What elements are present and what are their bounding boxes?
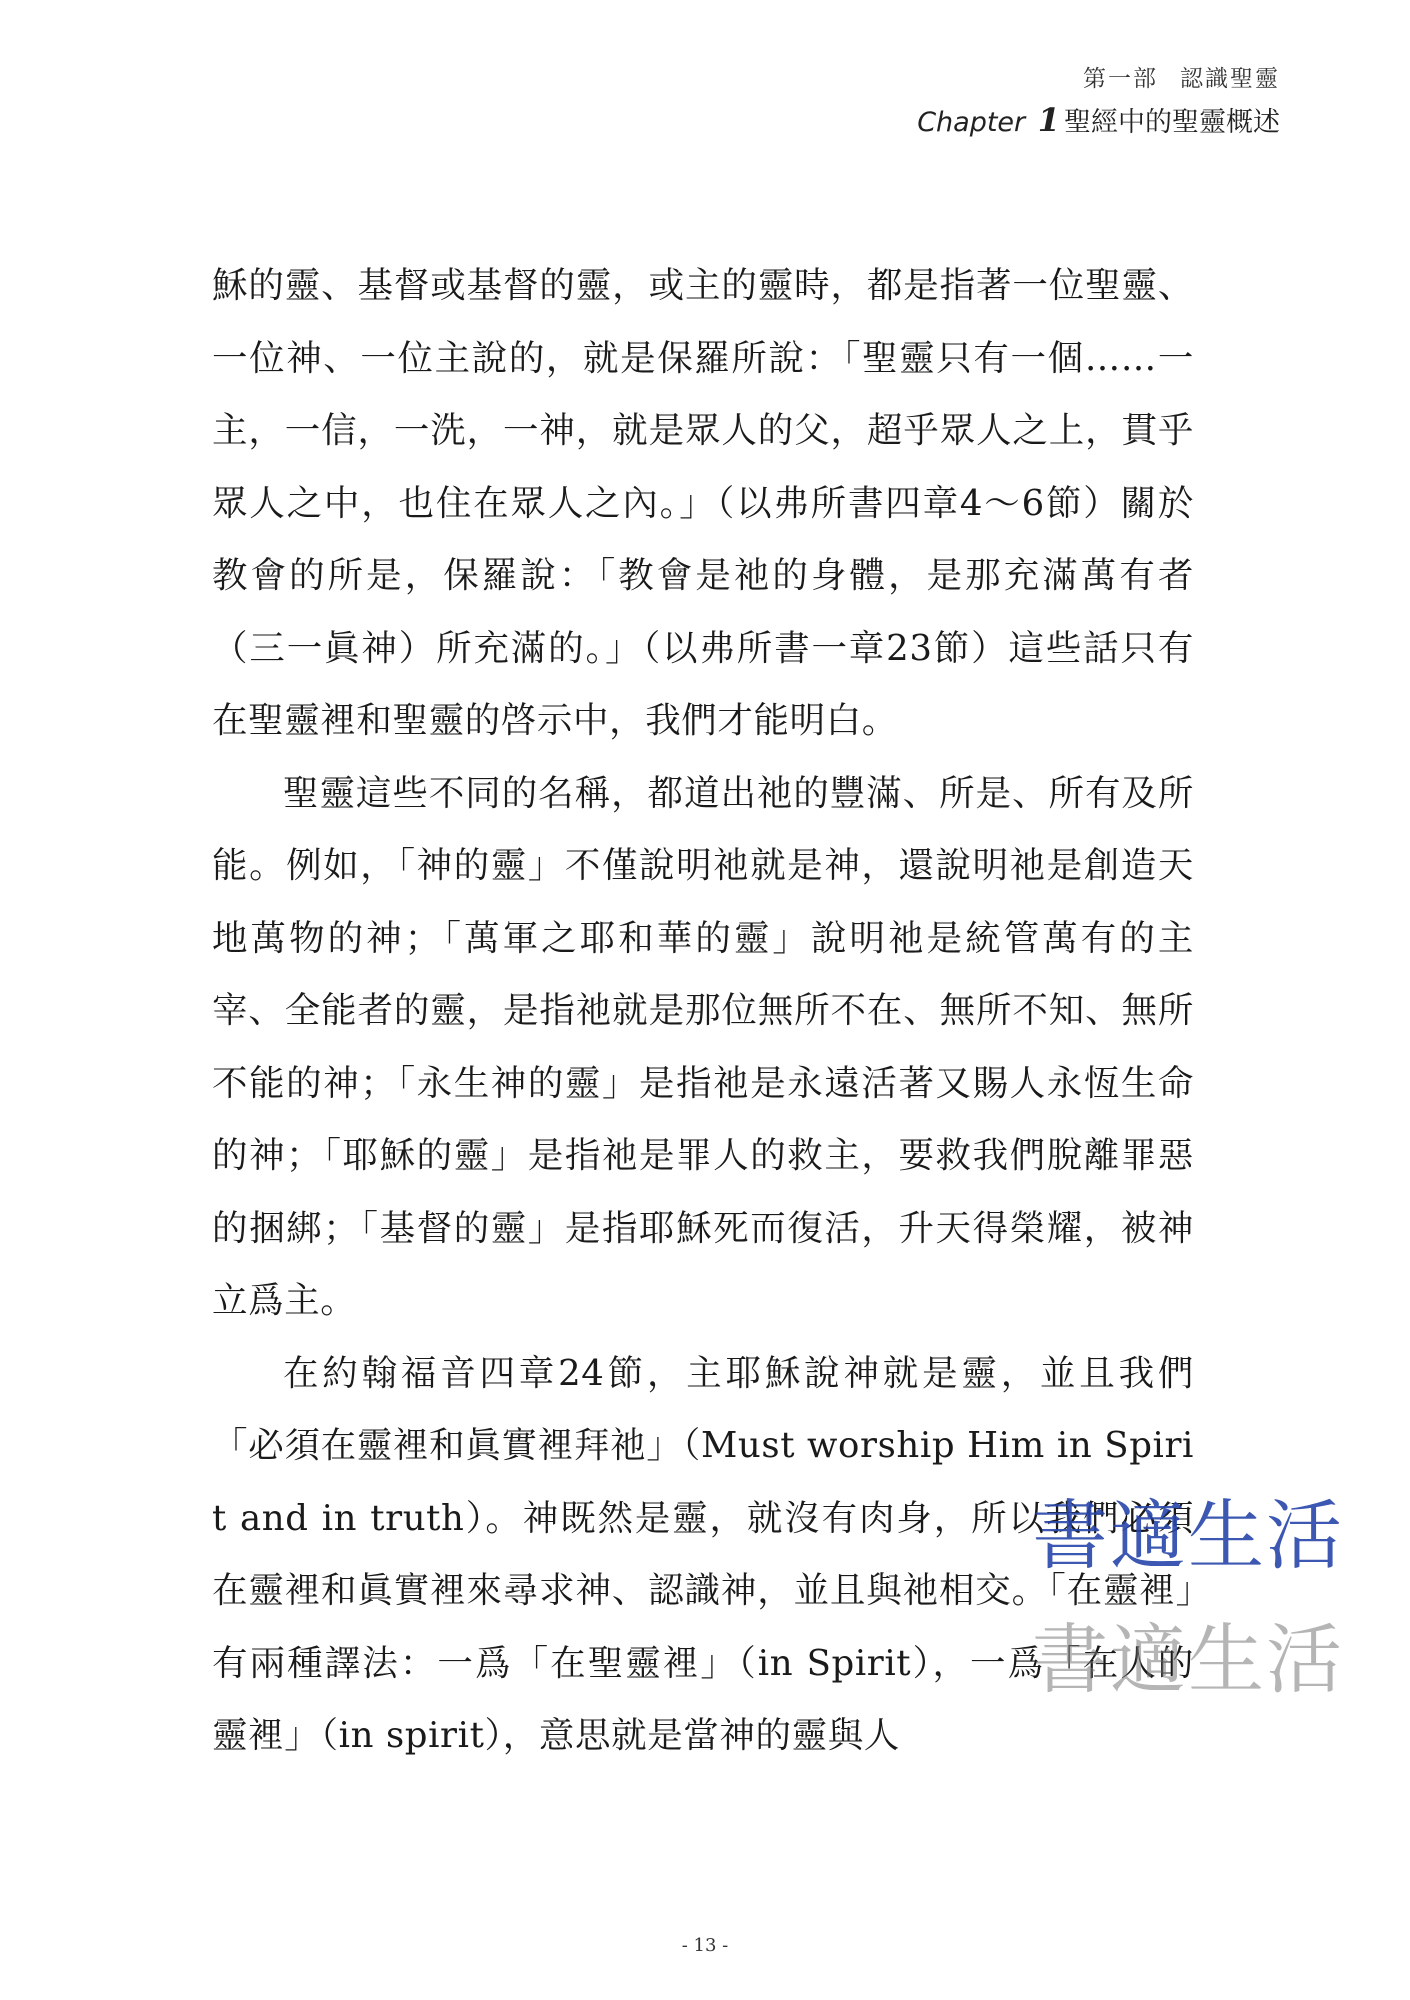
chapter-number: 1: [1037, 101, 1060, 139]
paragraph-3: 在約翰福音四章24節，主耶穌說神就是靈，並且我們「必須在靈裡和眞實裡拜祂」（Must worship Him in Spirit and in truth）。神既然是靈，就沒有肉身，所以我們必須在靈裡和眞實裡來尋求神、認識神，並且與祂相交。「在靈裡」有兩種譯法：一爲「在聖靈裡」（in Spirit），一爲「在人的靈裡」（in spirit），意思就是當神的靈與人: [212, 1352, 1194, 1756]
watermark-blue: 書適生活: [1032, 1491, 1344, 1580]
chapter-heading: [917, 98, 1280, 145]
chapter-word: Chapter: [917, 107, 1026, 138]
chapter-title: 聖經中的聖靈概述: [1064, 107, 1280, 138]
part-name: 認識聖靈: [1180, 66, 1280, 92]
paragraph-1: 穌的靈、基督或基督的靈，或主的靈時，都是指著一位聖靈、一位神、一位主說的，就是保羅所說：「聖靈只有一個……一主，一信，一洗，一神，就是眾人的父，超乎眾人之上，貫乎眾人之中，也住在眾人之內。」（以弗所書四章4～6節）關於教會的所是，保羅說：「教會是祂的身體，是那充滿萬有者（三一眞神）所充滿的。」（以弗所書一章23節）這些話只有在聖靈裡和聖靈的啓示中，我們才能明白。: [212, 265, 1194, 741]
body-text: [212, 250, 1194, 1773]
part-label: 第一部: [1083, 66, 1158, 92]
part-title: [917, 62, 1280, 96]
page-number: - 13 -: [681, 1935, 729, 1956]
running-header: [917, 62, 1280, 145]
watermark-grey: 書適生活: [1032, 1615, 1344, 1704]
paragraph-2: 聖靈這些不同的名稱，都道出祂的豐滿、所是、所有及所能。例如，「神的靈」不僅說明祂就是神，還說明祂是創造天地萬物的神；「萬軍之耶和華的靈」說明祂是統管萬有的主宰、全能者的靈，是指祂就是那位無所不在、無所不知、無所不能的神；「永生神的靈」是指祂是永遠活著又賜人永恆生命的神；「耶穌的靈」是指祂是罪人的救主，要救我們脫離罪惡的捆綁；「基督的靈」是指耶穌死而復活，升天得榮耀，被神立爲主。: [212, 772, 1194, 1321]
